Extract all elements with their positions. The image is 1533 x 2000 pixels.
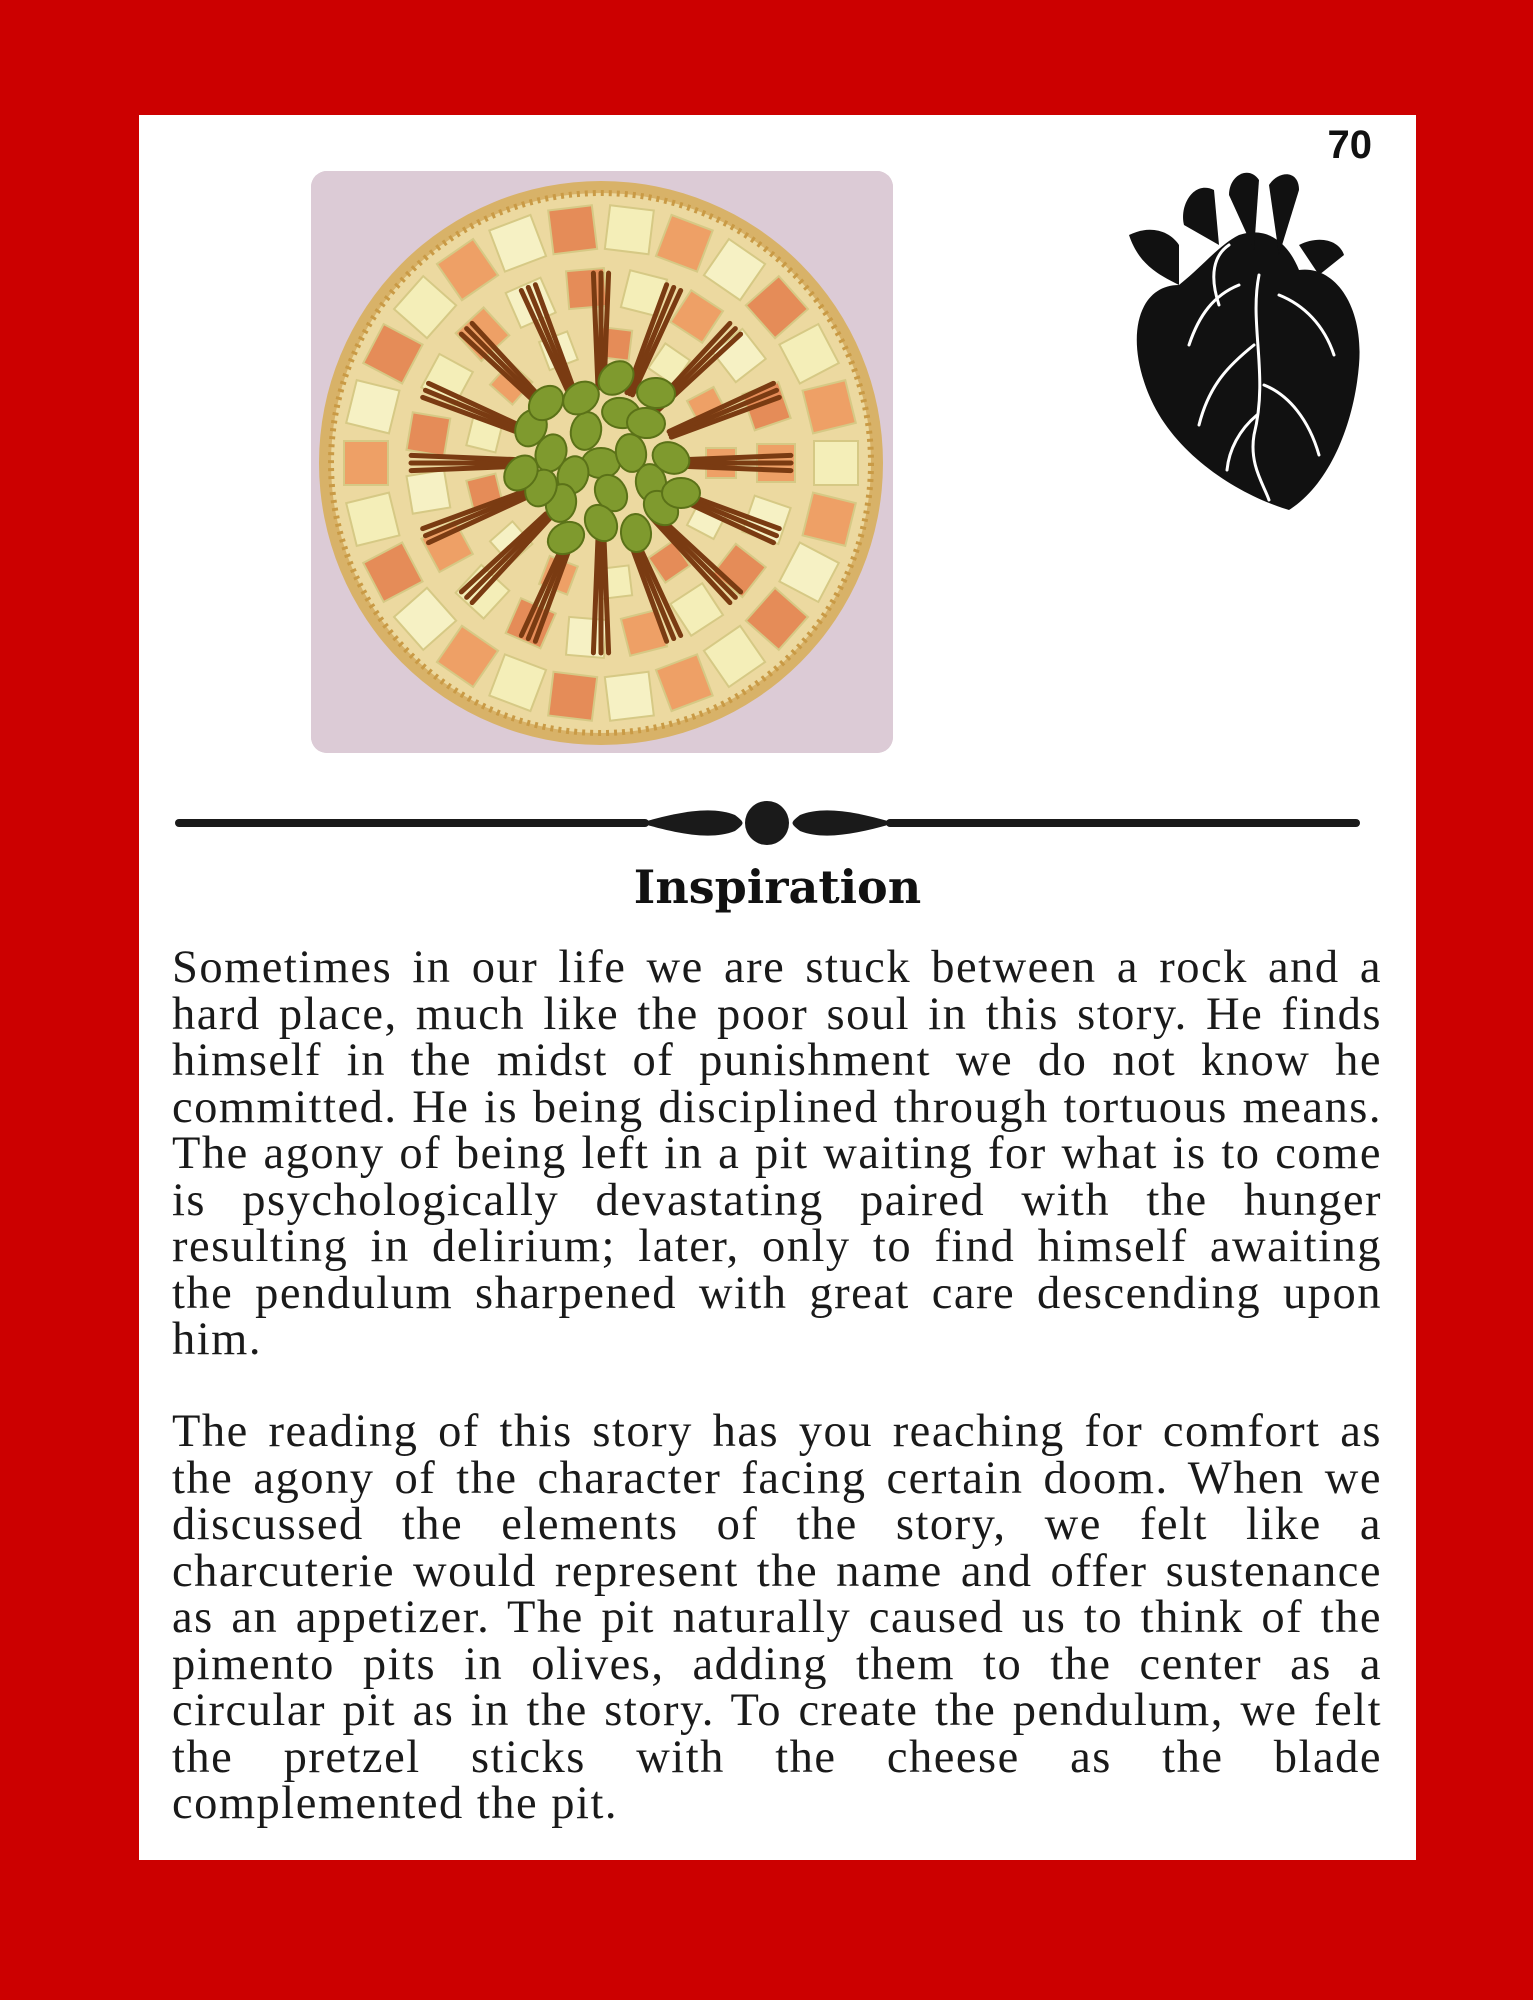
charcuterie-photo [311, 171, 893, 753]
page-number: 70 [1327, 123, 1372, 167]
anatomical-heart-icon [1119, 165, 1369, 515]
page-card [139, 115, 1416, 1860]
section-title: Inspiration [633, 860, 922, 914]
paragraph-2: The reading of this story has you reaching for comfort as the agony of the character facing certain doom. When we discussed the elements of the story, we felt like a charcuterie would represent the name and offer sustenance as an appetizer. The pit naturally caused us to think of the pimento pits in olives, adding them to the center as a circular pit as in the story. To create the pendulum, we felt the pretzel sticks with the cheese as the blade complemented the pit. [172, 1406, 1382, 1829]
paragraph-1: Sometimes in our life we are stuck between a rock and a hard place, much like the poor soul in this story. He finds himself in the midst of punishment we do not know he committed. He is being disciplined through tortuous means. The agony of being left in a pit waiting for what is to come is psychologically devastating paired with the hunger resulting in delirium; later, only to find himself awaiting the pendulum sharpened with great care descending upon him. [172, 942, 1382, 1365]
ornamental-divider [175, 795, 1360, 851]
